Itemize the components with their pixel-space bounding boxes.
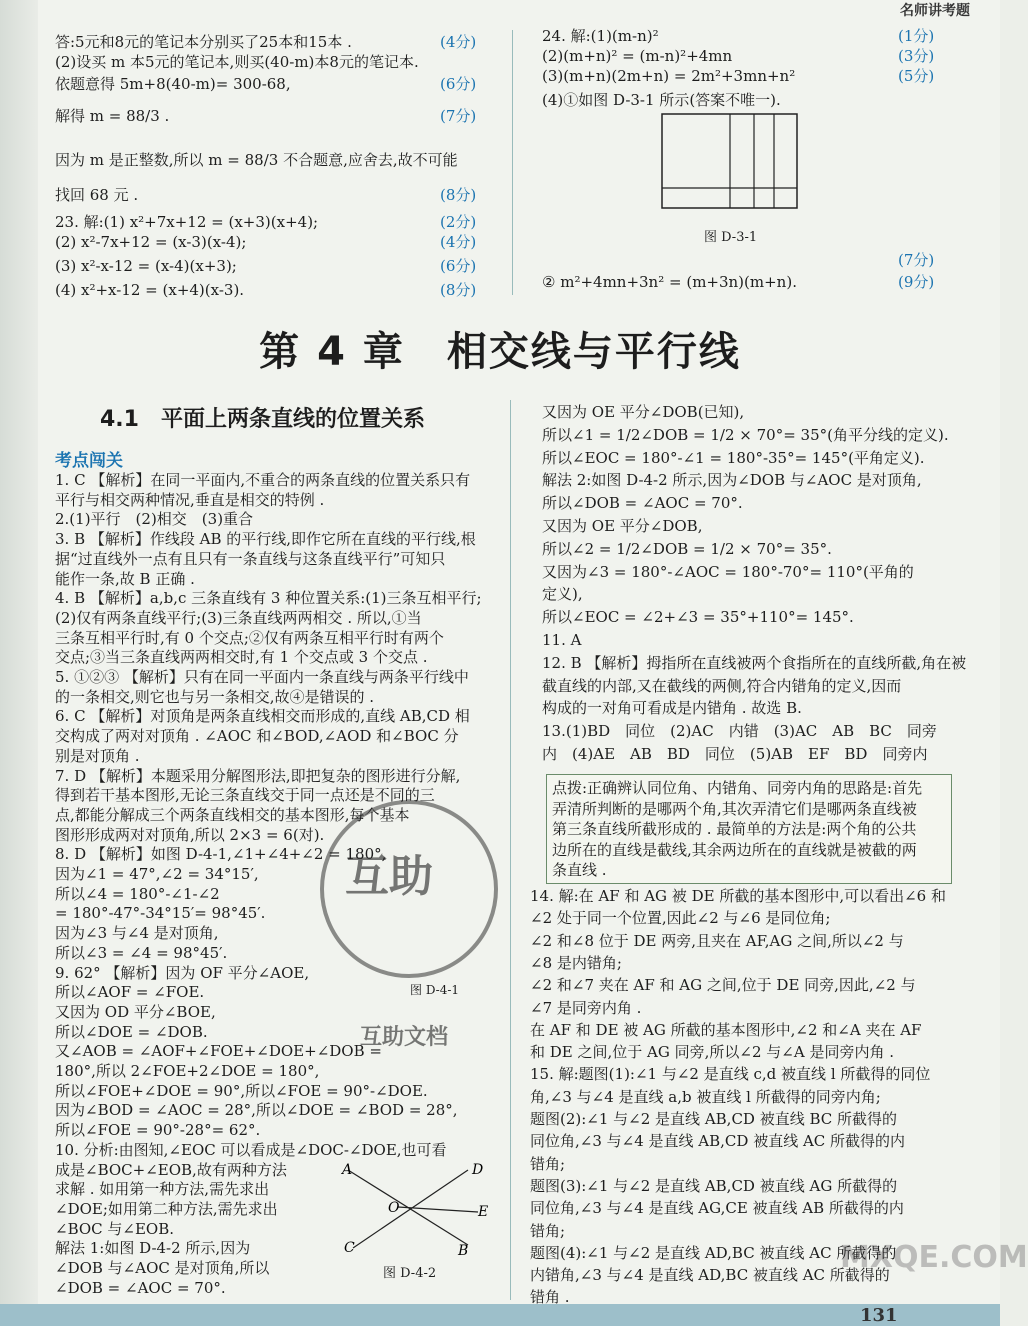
tip-line: 边所在的直线是截线,其余两边所在的直线就是被截的两 [552, 840, 917, 859]
answer-line: 13.(1)BD 同位 (2)AC 内错 (3)AC AB BC 同旁 [542, 722, 937, 741]
answer-line: 的一条相交,则它也与另一条相交,故④是错误的 . [55, 687, 375, 706]
answer-line: ∠DOE;如用第二种方法,需先求出 [55, 1199, 278, 1218]
answer-line: ∠8 是内错角; [530, 953, 622, 972]
answer-line: 错角; [530, 1221, 566, 1240]
page-footer-bar [0, 1304, 1000, 1326]
score-label: (2分) [440, 213, 477, 231]
answer-line: 交构成了两对对顶角 . ∠AOC 和∠BOD,∠AOD 和∠BOC 分 [55, 727, 459, 746]
svg-text:D: D [472, 1162, 484, 1178]
svg-text:O: O [388, 1200, 400, 1216]
site-watermark: MXQE.COM [840, 1240, 1028, 1275]
answer-line: ∠DOB 与∠AOC 是对顶角,所以 [55, 1259, 270, 1277]
answer-line: = 180°-47°-34°15′= 98°45′. [55, 904, 266, 923]
answer-line: 所以∠EOC = 180°-∠1 = 180°-35°= 145°(平角定义). [542, 448, 925, 467]
answer-line: 因为∠BOD = ∠AOC = 28°,所以∠DOE = ∠BOD = 28°, [55, 1101, 458, 1120]
answer-line: 24. 解:(1)(m-n)² [542, 27, 659, 45]
score-label: (6分) [440, 257, 477, 275]
svg-text:B: B [458, 1243, 469, 1259]
answer-line: 23. 解:(1) x²+7x+12 = (x+3)(x+4); [55, 213, 319, 231]
answer-24-4b: ② m²+4mn+3n² = (m+3n)(m+n). [542, 273, 797, 291]
answer-line: 角,∠3 与∠4 是直线 a,b 被直线 l 所截得的同旁内角; [530, 1087, 881, 1106]
answer-line: ∠2 处于同一个位置,因此∠2 与∠6 是同位角; [530, 909, 831, 928]
figure-d-4-2 [338, 1160, 488, 1260]
tip-line: 第三条直线所截形成的 . 最简单的方法是:两个角的公共 [552, 820, 917, 838]
answer-line: 内错角,∠3 与∠4 是直线 AD,BC 被直线 AC 所截得的 [530, 1266, 890, 1285]
answer-line: 题图(3):∠1 与∠2 是直线 AB,CD 被直线 AG 所截得的 [530, 1176, 898, 1195]
answer-line: 点,都能分解成三个两条直线相交的基本图形,每个基本 [55, 805, 410, 824]
answer-line: 15. 解:题图(1):∠1 与∠2 是直线 c,d 被直线 l 所截得的同位 [530, 1065, 931, 1084]
score-label: (8分) [440, 281, 477, 299]
watermark-stamp-sub: 互助文档 [360, 1025, 449, 1050]
answer-line: 所以∠DOB = ∠AOC = 70°. [542, 494, 743, 513]
answer-line: 所以∠2 = 1/2∠DOB = 1/2 × 70°= 35°. [542, 539, 832, 558]
answer-line: 10. 分析:由图知,∠EOC 可以看成是∠DOC-∠DOE,也可看 [55, 1140, 447, 1159]
page-header: 名师讲考题 [900, 3, 970, 19]
answer-line: 题图(4):∠1 与∠2 是直线 AD,BC 被直线 AC 所截得的 [530, 1243, 897, 1262]
answer-line: 3. B 【解析】作线段 AB 的平行线,即作它所在直线的平行线,根 [55, 530, 476, 549]
answer-line: 题图(2):∠1 与∠2 是直线 AB,CD 被直线 BC 所截得的 [530, 1110, 898, 1128]
answer-line: 在 AF 和 DE 被 AG 所截的基本图形中,∠2 和∠A 夹在 AF [530, 1020, 922, 1039]
answer-line: (2)仅有两条直线平行;(3)三条直线两两相交 . 所以,①当 [55, 608, 422, 627]
chapter-title: 第 4 章 相交线与平行线 [259, 329, 741, 375]
page-number: 131 [860, 1305, 898, 1326]
answer-line: 成是∠BOC+∠EOB,故有两种方法 [55, 1160, 287, 1179]
answer-line: 180°,所以 2∠FOE+2∠DOE = 180°, [55, 1062, 320, 1080]
answer-line: 解法 1:如图 D-4-2 所示,因为 [55, 1239, 251, 1258]
svg-text:E: E [478, 1204, 489, 1220]
column-divider-top [512, 30, 513, 295]
answer-line: 所以∠FOE+∠DOE = 90°,所以∠FOE = 90°-∠DOE. [55, 1081, 428, 1100]
svg-text:A: A [342, 1162, 353, 1178]
answer-line: 5. ①②③ 【解析】只有在同一平面内一条直线与两条平行线中 [55, 668, 469, 686]
answer-line: 答:5元和8元的笔记本分别买了25本和15本 . [55, 33, 352, 51]
score-label: (4分) [440, 33, 477, 51]
score-label: (8分) [440, 186, 477, 204]
answer-line: ∠7 是同旁内角 . [530, 998, 642, 1017]
answer-line: 所以∠3 = ∠4 = 98°45′. [55, 943, 228, 962]
figure-d-4-2-caption: 图 D-4-2 [383, 1266, 437, 1281]
answer-line: 6. C 【解析】对顶角是两条直线相交而形成的,直线 AB,CD 相 [55, 707, 470, 726]
answer-line: ∠2 和∠8 位于 DE 两旁,且夹在 AF,AG 之间,所以∠2 与 [530, 931, 904, 950]
answer-line: 所以∠DOE = ∠DOB. [55, 1022, 208, 1041]
tip-line: 点拨:正确辨认同位角、内错角、同旁内角的思路是:首先 [552, 779, 923, 797]
answer-line: 8. D 【解析】如图 D-4-1,∠1+∠4+∠2 = 180°, [55, 845, 387, 864]
answer-line: ∠BOC 与∠EOB. [55, 1219, 175, 1238]
figure-d-4-1-caption: 图 D-4-1 [410, 983, 460, 997]
answer-line: 所以∠1 = 1/2∠DOB = 1/2 × 70°= 35°(角平分线的定义). [542, 425, 949, 444]
answer-line: (4) x²+x-12 = (x+4)(x-3). [55, 281, 245, 299]
score-label: (5分) [898, 67, 935, 85]
answer-line: 交点;③当三条直线两两相交时,有 1 个交点或 3 个交点 . [55, 648, 428, 667]
answer-line: 别是对顶角 . [55, 746, 140, 765]
figure-d-3-1-caption: 图 D-3-1 [704, 230, 758, 245]
answer-line: 11. A [542, 631, 582, 649]
answer-line: 和 DE 之间,位于 AG 同旁,所以∠2 与∠A 是同旁内角 . [530, 1043, 894, 1062]
answer-line: 得到若干基本图形,无论三条直线交于同一点还是不同的三 [55, 786, 435, 805]
answer-line: 14. 解:在 AF 和 AG 被 DE 所截的基本图形中,可以看出∠6 和 [530, 887, 946, 905]
answer-line: 1. C 【解析】在同一平面内,不重合的两条直线的位置关系只有 [55, 471, 471, 489]
tip-line: 弄清所判断的是哪两个角,其次弄清它们是哪两条直线被 [552, 799, 917, 818]
score-label: (3分) [898, 47, 935, 65]
answer-line: 又因为 OE 平分∠DOB, [542, 517, 703, 535]
answer-line: 同位角,∠3 与∠4 是直线 AG,CE 被直线 AB 所截得的内 [530, 1199, 904, 1218]
answer-line: 构成的一对角可看成是内错角 . 故选 B. [542, 699, 802, 718]
answer-line: 又因为 OD 平分∠BOE, [55, 1002, 216, 1021]
answer-line: 错角; [530, 1154, 566, 1173]
answer-line: 又因为∠3 = 180°-∠AOC = 180°-70°= 110°(平角的 [542, 562, 914, 581]
score-7: (7分) [898, 251, 935, 269]
answer-line: 7. D 【解析】本题采用分解图形法,即把复杂的图形进行分解, [55, 766, 461, 785]
answer-line: 又因为 OE 平分∠DOB(已知), [542, 403, 745, 421]
answer-line: 据“过直线外一点有且只有一条直线与这条直线平行”可知只 [55, 549, 446, 568]
answer-line: (2) x²-7x+12 = (x-3)(x-4); [55, 233, 247, 251]
answer-line: ∠2 和∠7 夹在 AF 和 AG 之间,位于 DE 同旁,因此,∠2 与 [530, 976, 916, 995]
answer-line: 因为∠3 与∠4 是对顶角, [55, 924, 219, 943]
answer-line: 所以∠EOC = ∠2+∠3 = 35°+110°= 145°. [542, 608, 854, 627]
figure-d-3-1 [660, 112, 800, 210]
answer-line: 定义), [542, 585, 583, 604]
column-divider-bottom [510, 400, 511, 1300]
score-label: (7分) [440, 107, 477, 125]
answer-line: 所以∠4 = 180°-∠1-∠2 [55, 884, 220, 903]
answer-line: 因为∠1 = 47°,∠2 = 34°15′, [55, 865, 259, 883]
answer-line: 平行与相交两种情况,垂直是相交的特例 . [55, 490, 325, 509]
subsection-title: 考点闯关 [55, 451, 123, 471]
answer-line: 所以∠FOE = 90°-28°= 62°. [55, 1121, 261, 1140]
answer-line: 依题意得 5m+8(40-m)= 300-68, [55, 75, 291, 93]
answer-line: 4. B 【解析】a,b,c 三条直线有 3 种位置关系:(1)三条互相平行; [55, 589, 482, 608]
page-binding-strip [0, 0, 38, 1326]
answer-line: 图形形成两对对顶角,所以 2×3 = 6(对). [55, 825, 325, 844]
score-label: (1分) [898, 27, 935, 45]
answer-line: 求解 . 如用第一种方法,需先求出 [55, 1180, 270, 1199]
answer-line: 所以∠AOF = ∠FOE. [55, 983, 205, 1002]
answer-line: 9. 62° 【解析】因为 OF 平分∠AOE, [55, 963, 310, 982]
answer-line: (3) x²-x-12 = (x-4)(x+3); [55, 257, 237, 275]
score-label: (4分) [440, 233, 477, 251]
answer-line: 找回 68 元 . [55, 186, 139, 204]
answer-line: ∠DOB = ∠AOC = 70°. [55, 1278, 226, 1297]
answer-line: 因为 m 是正整数,所以 m = 88/3 不合题意,应舍去,故不可能 [55, 151, 458, 169]
score-label: (6分) [440, 75, 477, 93]
answer-line: 内 (4)AE AB BD 同位 (5)AB EF BD 同旁内 [542, 745, 928, 763]
answer-line: 三条互相平行时,有 0 个交点;②仅有两条互相平行时有两个 [55, 628, 444, 647]
answer-line: 解法 2:如图 D-4-2 所示,因为∠DOB 与∠AOC 是对顶角, [542, 471, 922, 490]
answer-line: 截直线的内部,又在截线的两侧,符合内错角的定义,因而 [542, 676, 902, 695]
answer-line: 解得 m = 88/3 . [55, 107, 170, 125]
answer-line: 12. B 【解析】拇指所在直线被两个食指所在的直线所截,角在被 [542, 653, 967, 672]
tip-line: 条直线 . [552, 861, 607, 879]
watermark-stamp-main: 互助 [345, 851, 433, 902]
answer-line: (3)(m+n)(2m+n) = 2m²+3mn+n² [542, 67, 796, 85]
answer-line: 2.(1)平行 (2)相交 (3)重合 [55, 510, 254, 529]
section-title: 4.1 平面上两条直线的位置关系 [100, 407, 425, 432]
answer-line: (4)①如图 D-3-1 所示(答案不唯一). [542, 91, 781, 109]
answer-line: 同位角,∠3 与∠4 是直线 AB,CD 被直线 AC 所截得的内 [530, 1132, 906, 1151]
score-9: (9分) [898, 273, 935, 291]
answer-line: (2)设买 m 本5元的笔记本,则买(40-m)本8元的笔记本. [55, 53, 419, 71]
answer-line: 又∠AOB = ∠AOF+∠FOE+∠DOE+∠DOB = [55, 1042, 382, 1061]
answer-line: 错角 . [530, 1288, 570, 1307]
answer-line: 能作一条,故 B 正确 . [55, 569, 195, 588]
answer-line: (2)(m+n)² = (m-n)²+4mn [542, 47, 733, 65]
svg-text:C: C [344, 1240, 355, 1256]
